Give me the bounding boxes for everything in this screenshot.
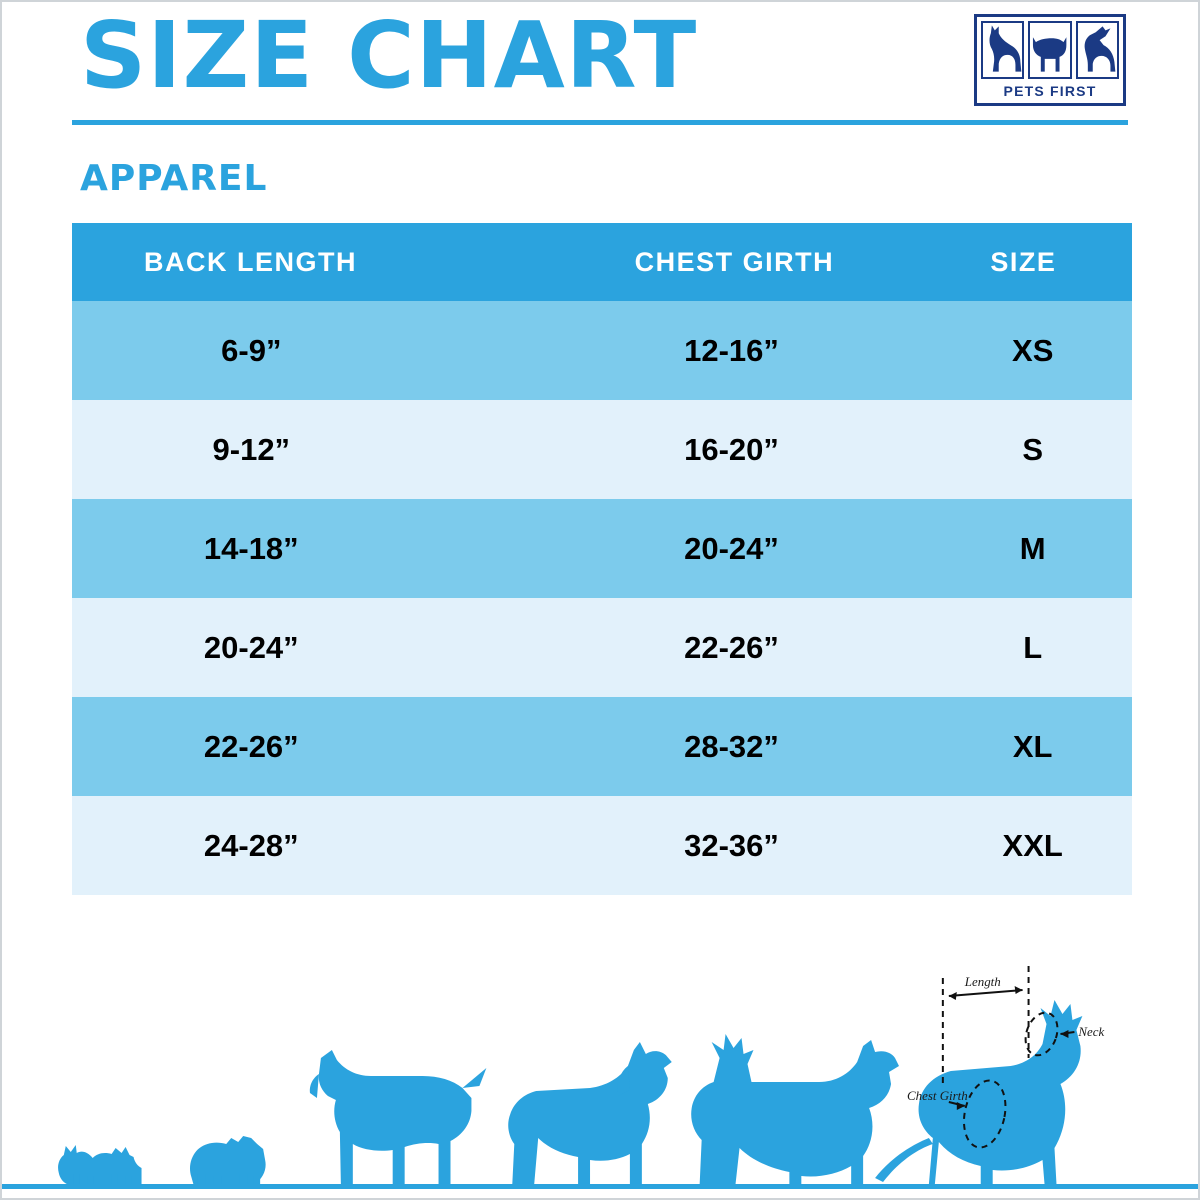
dog-howling-icon	[1078, 23, 1117, 77]
cell-chest-girth: 28-32”	[560, 697, 963, 796]
cell-size: L	[962, 598, 1132, 697]
dog-measured-icon	[875, 966, 1104, 1184]
cell-size: S	[962, 400, 1132, 499]
cell-back-length: 24-28”	[72, 796, 560, 895]
table-row	[72, 301, 1132, 400]
dog-pomeranian-icon	[58, 1145, 141, 1184]
logo-panel-dog-howling	[1076, 21, 1119, 79]
header-divider	[72, 120, 1128, 125]
logo-panels	[977, 17, 1123, 79]
column-header-chest-girth: CHEST GIRTH	[560, 223, 963, 301]
size-table-wrapper	[72, 223, 1128, 895]
cell-back-length: 20-24”	[72, 598, 560, 697]
dog-terrier-icon	[691, 1034, 899, 1184]
table-row	[72, 598, 1132, 697]
table-row	[72, 697, 1132, 796]
cell-size: M	[962, 499, 1132, 598]
label-chest-girth: Chest Girth	[906, 1087, 968, 1104]
dog-cocker-spaniel-icon	[508, 1042, 672, 1184]
cell-chest-girth: 22-26”	[560, 598, 963, 697]
table-row	[72, 499, 1132, 598]
dog-standing-icon	[1030, 23, 1069, 77]
table-header-row	[72, 223, 1132, 301]
header	[2, 2, 1198, 122]
cell-back-length: 9-12”	[72, 400, 560, 499]
cell-back-length: 6-9”	[72, 301, 560, 400]
cell-back-length: 14-18”	[72, 499, 560, 598]
cell-chest-girth: 16-20”	[560, 400, 963, 499]
cell-chest-girth: 32-36”	[560, 796, 963, 895]
dog-beagle-icon	[310, 1050, 487, 1184]
ground-line	[2, 1184, 1198, 1189]
cell-back-length: 22-26”	[72, 697, 560, 796]
logo-panel-dog-sitting	[981, 21, 1024, 79]
logo-text: PETS FIRST	[1003, 83, 1097, 99]
section-label: APPAREL	[80, 158, 268, 199]
length-arrow	[949, 990, 1023, 996]
cell-size: XL	[962, 697, 1132, 796]
dog-pug-icon	[190, 1136, 266, 1184]
cell-size: XS	[962, 301, 1132, 400]
cell-size: XXL	[962, 796, 1132, 895]
dog-size-illustration	[2, 938, 1198, 1198]
cell-chest-girth: 20-24”	[560, 499, 963, 598]
column-header-size: SIZE	[962, 223, 1132, 301]
page-title: SIZE CHART	[80, 2, 698, 109]
size-table	[72, 223, 1132, 895]
column-header-back-length: BACK LENGTH	[72, 223, 560, 301]
logo-panel-dog-standing	[1028, 21, 1071, 79]
label-length: Length	[964, 973, 1001, 990]
table-body	[72, 301, 1132, 895]
cell-chest-girth: 12-16”	[560, 301, 963, 400]
dog-silhouettes	[2, 938, 1198, 1198]
pets-first-logo	[974, 14, 1126, 106]
table-row	[72, 400, 1132, 499]
table-head	[72, 223, 1132, 301]
table-row	[72, 796, 1132, 895]
label-neck: Neck	[1078, 1023, 1105, 1040]
dog-sitting-icon	[983, 23, 1022, 77]
